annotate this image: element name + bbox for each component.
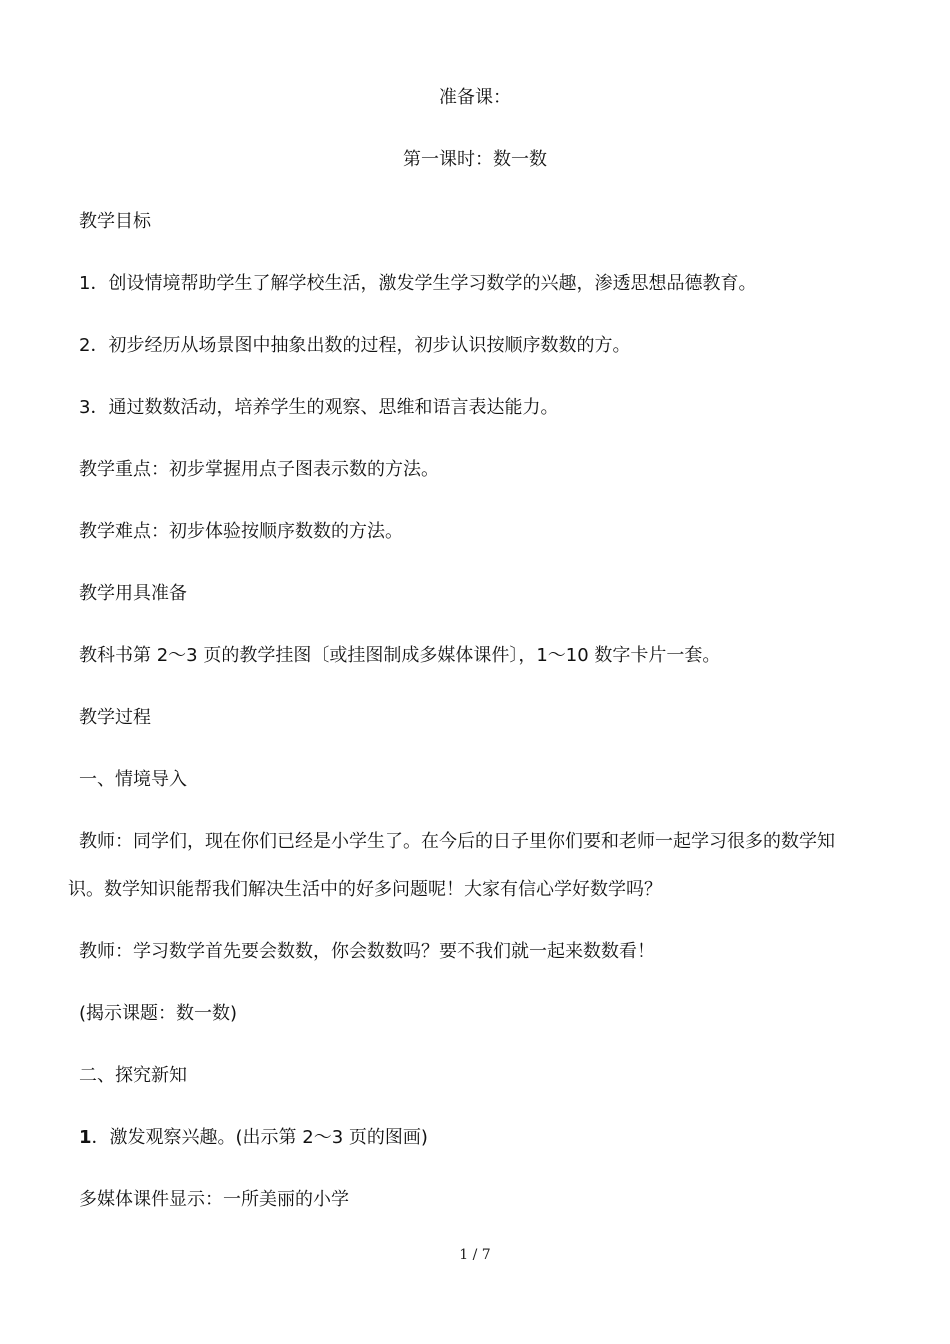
teacher-paragraph-1-line-2: 识。数学知识能帮我们解决生活中的好多问题呢！大家有信心学好数学吗？: [68, 879, 662, 900]
goal-item-1: 1．创设情境帮助学生了解学校生活，激发学生学习数学的兴趣，渗透思想品德教育。: [79, 273, 757, 294]
teacher-paragraph-1-line-1: 教师：同学们，现在你们已经是小学生了。在今后的日子里你们要和老师一起学习很多的数学知: [79, 831, 835, 852]
section-heading-2: 二、探究新知: [79, 1065, 187, 1086]
step-number: 1: [79, 1127, 92, 1148]
tools-heading: 教学用具准备: [79, 583, 187, 604]
lesson-subtitle: 第一课时：数一数: [403, 149, 547, 170]
goals-heading: 教学目标: [79, 211, 151, 232]
step-item-1: [79, 1126, 910, 1150]
tools-text: 教科书第 2～3 页的教学挂图〔或挂图制成多媒体课件〕，1～10 数字卡片一套。: [79, 645, 721, 666]
multimedia-text: 多媒体课件显示：一所美丽的小学: [79, 1189, 349, 1210]
reveal-topic: (揭示课题：数一数): [79, 1003, 238, 1024]
document-title: 准备课：: [439, 87, 511, 108]
goal-item-3: 3．通过数数活动，培养学生的观察、思维和语言表达能力。: [79, 397, 559, 418]
difficulty-point: 教学难点：初步体验按顺序数数的方法。: [79, 521, 403, 542]
page-number: 1 / 7: [459, 1247, 491, 1263]
goal-item-2: 2．初步经历从场景图中抽象出数的过程，初步认识按顺序数数的方。: [79, 335, 631, 356]
process-heading: 教学过程: [79, 707, 151, 728]
teacher-paragraph-2: 教师：学习数学首先要会数数，你会数数吗？要不我们就一起来数数看！: [79, 941, 655, 962]
section-heading-1: 一、情境导入: [79, 769, 187, 790]
step-text: ．激发观察兴趣。(出示第 2～3 页的图画): [91, 1127, 428, 1148]
key-point: 教学重点：初步掌握用点子图表示数的方法。: [79, 459, 439, 480]
